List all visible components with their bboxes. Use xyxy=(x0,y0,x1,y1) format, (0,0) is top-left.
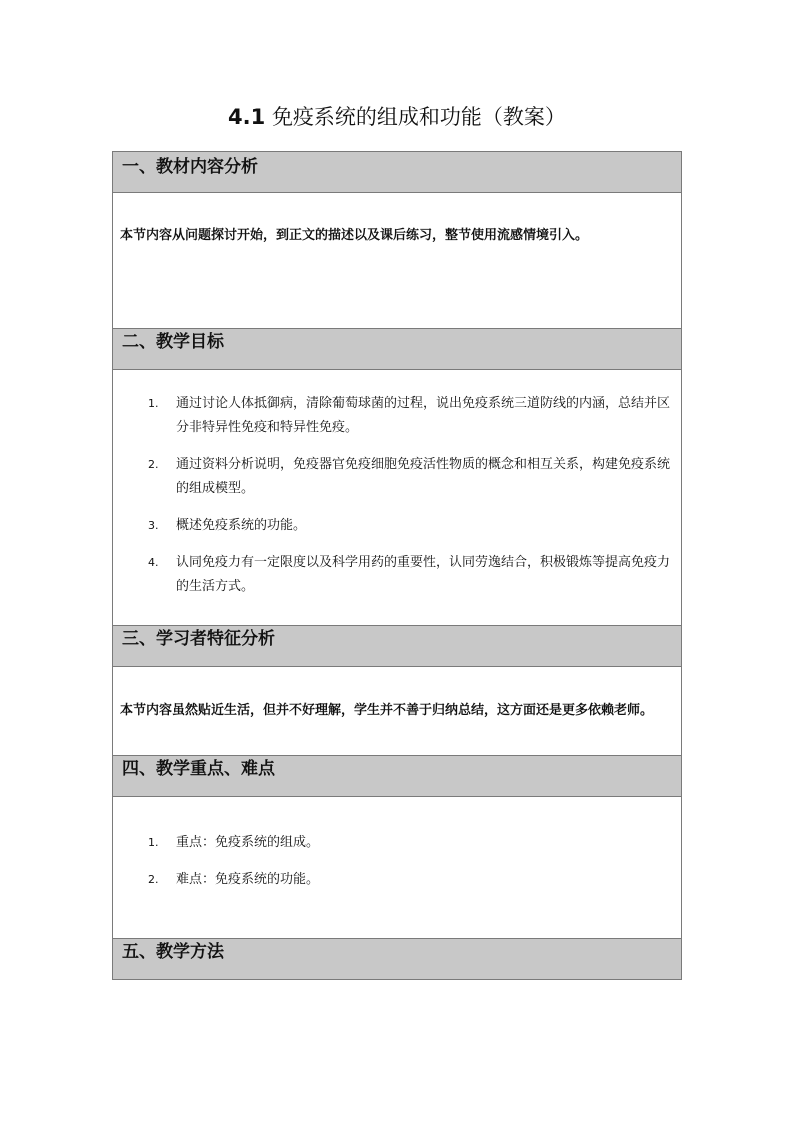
section-body-cell xyxy=(113,370,682,626)
section-body-cell xyxy=(113,193,682,329)
section-paragraph: 本节内容从问题探讨开始，到正文的描述以及课后练习，整节使用流感情境引入。 xyxy=(120,228,589,243)
section-body-row xyxy=(113,193,682,329)
list-item xyxy=(113,831,681,855)
section-heading: 二、教学目标 xyxy=(122,332,224,352)
section-header-row xyxy=(113,329,682,370)
list-item-number: 2. xyxy=(148,458,159,471)
section-heading: 三、学习者特征分析 xyxy=(122,629,275,649)
list-item-number: 1. xyxy=(148,397,159,410)
document-title-number: 4.1 xyxy=(228,105,266,129)
section-header-row xyxy=(113,152,682,193)
list-item-number: 1. xyxy=(148,836,159,849)
objectives-list xyxy=(113,370,681,599)
section-header-row xyxy=(113,756,682,797)
section-heading: 五、教学方法 xyxy=(122,942,224,962)
section-body-cell xyxy=(113,667,682,756)
section-header-row xyxy=(113,626,682,667)
list-item-number: 2. xyxy=(148,873,159,886)
document-title xyxy=(0,100,794,134)
list-item xyxy=(113,514,681,538)
section-body-row xyxy=(113,797,682,939)
list-item xyxy=(113,551,681,599)
section-heading: 四、教学重点、难点 xyxy=(122,759,275,779)
section-header-cell xyxy=(113,329,682,370)
list-item-text: 重点：免疫系统的组成。 xyxy=(176,835,320,850)
document-title-text: 免疫系统的组成和功能（教案） xyxy=(271,105,566,129)
list-item-number: 3. xyxy=(148,519,159,532)
key-points-list xyxy=(113,797,681,892)
section-heading: 一、教材内容分析 xyxy=(122,157,258,177)
section-header-cell xyxy=(113,626,682,667)
list-item xyxy=(113,392,681,440)
section-paragraph: 本节内容虽然贴近生活，但并不好理解，学生并不善于归纳总结，这方面还是更多依赖老师。 xyxy=(120,703,654,718)
list-item-text: 通过资料分析说明，免疫器官免疫细胞免疫活性物质的概念和相互关系，构建免疫系统的组成模型。 xyxy=(176,457,671,496)
lesson-plan-table xyxy=(112,151,682,980)
list-item-number: 4. xyxy=(148,556,159,569)
section-body-row xyxy=(113,370,682,626)
list-item xyxy=(113,453,681,501)
list-item-text: 通过讨论人体抵御病，清除葡萄球菌的过程，说出免疫系统三道防线的内涵，总结并区分非特异性免疫和特异性免疫。 xyxy=(176,396,671,435)
list-item-text: 难点：免疫系统的功能。 xyxy=(176,872,320,887)
section-header-cell xyxy=(113,756,682,797)
list-item xyxy=(113,868,681,892)
section-body-row xyxy=(113,667,682,756)
section-header-cell xyxy=(113,939,682,980)
section-header-row xyxy=(113,939,682,980)
section-header-cell xyxy=(113,152,682,193)
section-body-cell xyxy=(113,797,682,939)
list-item-text: 认同免疫力有一定限度以及科学用药的重要性，认同劳逸结合，积极锻炼等提高免疫力的生活方式。 xyxy=(176,555,671,594)
list-item-text: 概述免疫系统的功能。 xyxy=(176,518,307,533)
